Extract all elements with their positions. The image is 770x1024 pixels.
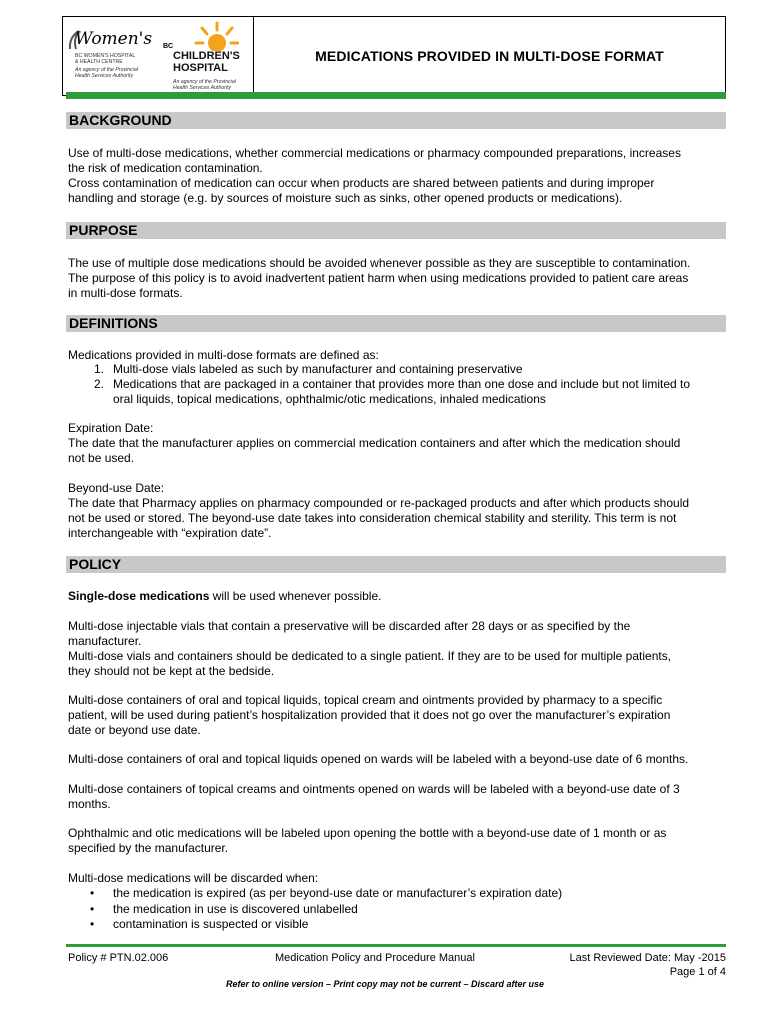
bcch-logo-line1: An agency of the Provincial [173,79,236,85]
policy-single-dose [68,589,728,604]
bullet-icon: • [90,917,95,931]
logo-cell [63,17,254,95]
bcch-logo-bc: BC [163,43,174,50]
document-title: MEDICATIONS PROVIDED IN MULTI-DOSE FORMAT [315,48,664,64]
policy-single-dose-bold: Single-dose medications [68,589,210,603]
footer-notice: Refer to online version – Print copy may not be current – Discard after use [225,979,545,989]
beyond-use-date-def-c: interchangeable with “expiration date”. [68,526,272,540]
definitions-intro: Medications provided in multi-dose formats are defined as: [68,348,379,362]
background-p2b: handling and storage (e.g. by sources of moisture such as sinks, other opened products or medications). [68,191,623,205]
policy-ward-3-months-a: Multi-dose containers of topical creams and ointments opened on wards will be labeled with a beyond-use date of 3 [68,782,680,796]
womens-logo-line1: BC WOMEN'S HOSPITAL [75,53,136,59]
section-heading-purpose: PURPOSE [66,222,726,239]
womens-logo-wordmark: Women's [75,29,153,49]
beyond-use-date-term: Beyond-use Date: [68,481,165,495]
definition-item2a: Medications that are packaged in a container that provides more than one dose and include but not limited to [113,377,691,391]
background-p1b: the risk of medication contamination. [68,161,263,175]
expiration-date-def-b: not be used. [68,451,135,465]
section-heading-definitions: DEFINITIONS [66,315,726,332]
womens-logo-line2: & HEALTH CENTRE [75,59,123,65]
womens-logo-line3: An agency of the Provincial [75,67,138,73]
definition-item1-number: 1. [94,362,105,376]
discard-bullet-2: the medication in use is discovered unlabelled [113,902,358,916]
expiration-date-def-a: The date that the manufacturer applies on commercial medication containers and after which the medication should [68,436,681,450]
discard-bullet-3: contamination is suspected or visible [113,917,309,931]
section-heading-background: BACKGROUND [66,112,726,129]
sun-icon [193,21,239,51]
policy-ward-3-months-b: months. [68,797,111,811]
policy-ophthalmic-a: Ophthalmic and otic medications will be labeled upon opening the bottle with a beyond-use date of 1 month or as [68,826,667,840]
footer-page-number: Page 1 of 4 [669,966,726,978]
header-accent-bar [66,92,726,99]
document-header [62,16,726,96]
expiration-date-term: Expiration Date: [68,421,154,435]
definition-item2-number: 2. [94,377,105,391]
womens-logo-line4: Health Services Authority [75,73,134,79]
beyond-use-date-def-b: not be used or stored. The beyond-use date takes into consideration chemical stability and sterility. This term is not [68,511,677,525]
background-p2a: Cross contamination of medication can occur when products are shared between patients and during improper [68,176,655,190]
policy-dedicated-a: Multi-dose vials and containers should be dedicated to a single patient. If they are to be used for multiple patients, [68,649,672,663]
bc-childrens-hospital-logo [163,21,251,93]
policy-injectable-a: Multi-dose injectable vials that contain a preservative will be discarded after 28 days or as specified by the [68,619,631,633]
bcch-logo-name1: CHILDREN'S [173,50,240,62]
purpose-line3: in multi-dose formats. [68,286,183,300]
bcch-logo-name2: HOSPITAL [173,62,228,74]
footer-manual-name: Medication Policy and Procedure Manual [275,952,475,964]
footer-accent-line [66,944,726,947]
policy-dedicated-b: they should not be kept at the bedside. [68,664,275,678]
bullet-icon: • [90,886,95,900]
policy-ophthalmic-b: specified by the manufacturer. [68,841,229,855]
beyond-use-date-def-a: The date that Pharmacy applies on pharmacy compounded or re-packaged products and after which products should [68,496,690,510]
footer-policy-number: Policy # PTN.02.006 [68,952,169,964]
policy-ward-6-months: Multi-dose containers of oral and topical liquids opened on wards will be labeled with a beyond-use date of 6 months. [68,752,689,766]
policy-oral-a: Multi-dose containers of oral and topical liquids, topical cream and ointments provided by pharmacy to a specific [68,693,663,707]
purpose-line1: The use of multiple dose medications should be avoided whenever possible as they are susceptible to contamination. [68,256,691,270]
definition-item2b: oral liquids, topical medications, ophthalmic/otic medications, inhaled medications [113,392,546,406]
policy-single-dose-rest: will be used whenever possible. [209,589,382,603]
definition-item1: Multi-dose vials labeled as such by manufacturer and containing preservative [113,362,523,376]
background-p1a: Use of multi-dose medications, whether commercial medications or pharmacy compounded preparations, increases [68,146,681,160]
policy-oral-b: patient, will be used during patient’s hospitalization provided that it does not go over the manufacturer’s expiration [68,708,671,722]
footer-reviewed-date: Last Reviewed Date: May -2015 [569,952,726,964]
discard-bullet-1: the medication is expired (as per beyond-use date or manufacturer’s expiration date) [113,886,563,900]
womens-hospital-logo [69,27,164,91]
section-heading-policy: POLICY [66,556,726,573]
policy-discard-intro: Multi-dose medications will be discarded when: [68,871,319,885]
bullet-icon: • [90,902,95,916]
policy-injectable-b: manufacturer. [68,634,142,648]
bcch-logo-line2: Health Services Authority [173,85,232,91]
policy-oral-c: date or beyond use date. [68,723,201,737]
title-cell [254,17,725,95]
purpose-line2: The purpose of this policy is to avoid inadvertent patient harm when using medications provided to patient care areas [68,271,689,285]
